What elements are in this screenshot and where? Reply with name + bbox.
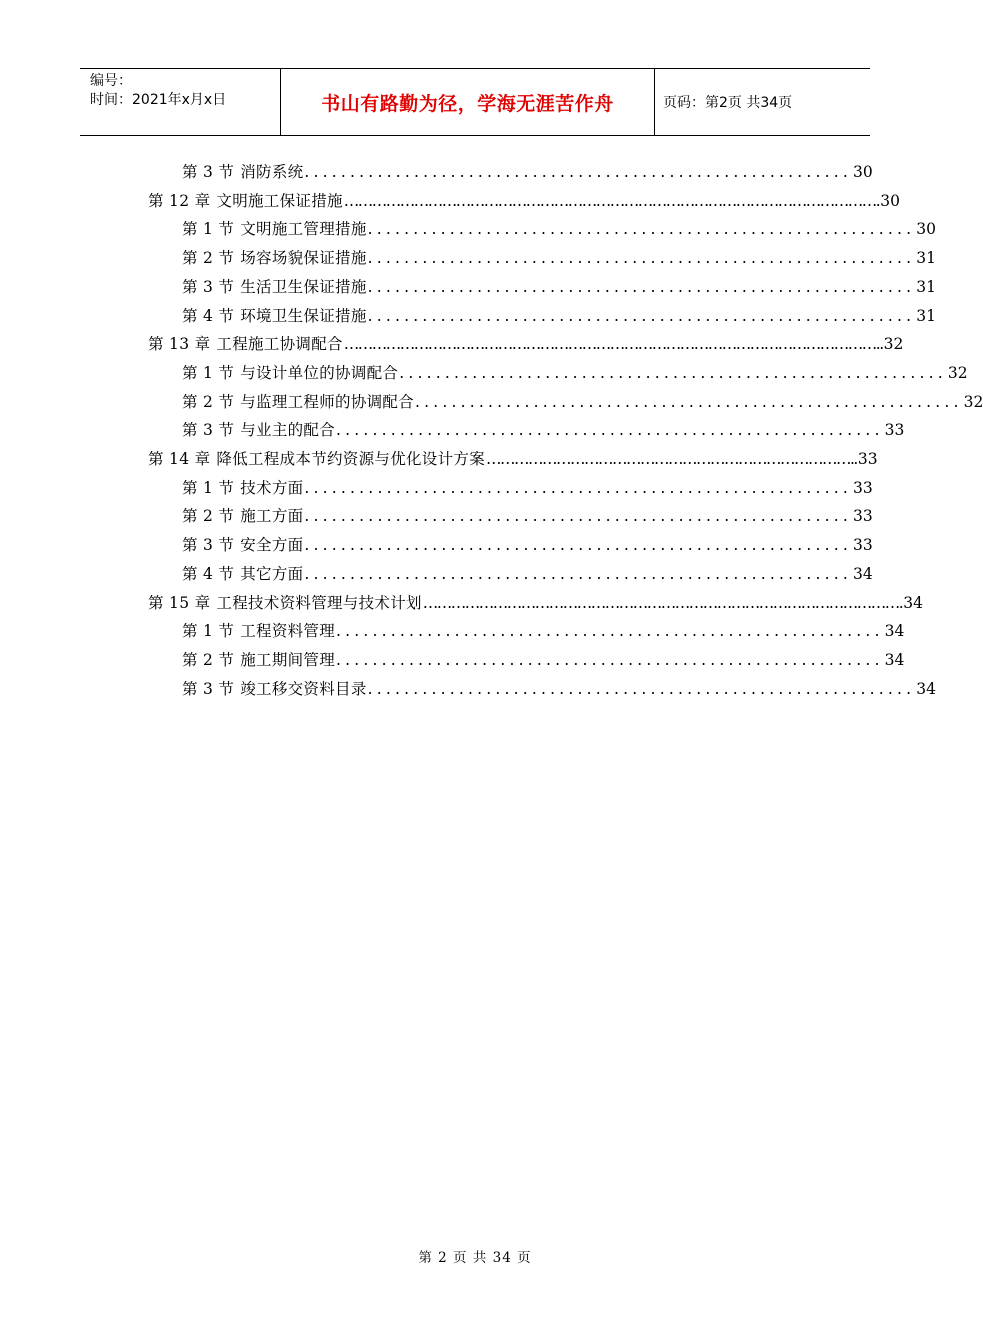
toc-entry-number: 第 2 节 <box>182 650 235 669</box>
toc-entry-label <box>148 448 485 470</box>
toc-entry-label <box>148 190 343 212</box>
toc-entry-title: 安全方面 <box>240 536 304 555</box>
toc-leader-dots: ............................................................ <box>367 306 916 325</box>
toc-page-number: 31 <box>916 249 936 268</box>
toc-section-entry[interactable] <box>182 161 873 183</box>
toc-entry-label <box>182 477 303 499</box>
toc-entry-title: 文明施工管理措施 <box>240 220 367 239</box>
toc-leader-dots: ............................................................ <box>304 536 853 555</box>
toc-entry-number: 第 2 节 <box>182 249 235 268</box>
toc-page-number: 34 <box>884 650 905 669</box>
toc-leader-dots: ............................................................ <box>367 249 916 268</box>
toc-entry-number: 第 14 章 <box>148 450 211 468</box>
header-meta <box>80 69 281 135</box>
toc-entry-label <box>148 592 422 614</box>
toc-entry-label <box>182 419 335 441</box>
toc-entry-title: 施工期间管理 <box>240 650 336 669</box>
toc-page-number: 34 <box>884 622 905 641</box>
toc-entry-number: 第 2 节 <box>182 392 235 411</box>
toc-page-number: 32 <box>963 392 983 411</box>
toc-entry-label <box>182 563 303 585</box>
page-header <box>80 68 870 136</box>
toc-entry-title: 环境卫生保证措施 <box>240 306 367 325</box>
toc-entry-label <box>182 649 335 671</box>
toc-entry-label <box>182 678 367 700</box>
toc-leader-dots: ............................................................ <box>304 163 853 181</box>
toc-leader-dots: ............................................................ <box>336 650 884 669</box>
toc-entry-number: 第 3 节 <box>182 163 235 181</box>
toc-section-entry[interactable] <box>182 505 873 527</box>
toc-page-number: 33 <box>853 507 873 526</box>
toc-section-entry[interactable] <box>182 362 968 384</box>
toc-chapter-entry[interactable] <box>148 592 923 614</box>
toc-entry-title: 工程技术资料管理与技术计划 <box>216 593 422 612</box>
toc-page-number: 32 <box>883 335 904 354</box>
toc-entry-number: 第 3 节 <box>182 679 235 698</box>
toc-entry-number: 第 15 章 <box>148 593 211 612</box>
toc-leader-dots: …………………………………………………………………………………………………….. <box>343 335 883 354</box>
toc-entry-title: 工程施工协调配合 <box>216 335 343 354</box>
toc-page-number: 30 <box>853 163 873 181</box>
toc-entry-title: 工程资料管理 <box>240 622 336 641</box>
toc-page-number: 34 <box>903 593 923 612</box>
toc-entry-number: 第 13 章 <box>148 335 211 354</box>
toc-leader-dots: ............................................................ <box>304 564 853 583</box>
toc-page-number: 34 <box>853 564 873 583</box>
toc-entry-label <box>182 362 398 384</box>
toc-section-entry[interactable] <box>182 247 936 269</box>
toc-section-entry[interactable] <box>182 305 936 327</box>
toc-leader-dots: ............................................................ <box>304 507 853 526</box>
toc-page-number: 34 <box>916 679 936 698</box>
toc-leader-dots: …………………………………………………………………………………………. <box>422 593 903 612</box>
page-footer: 第 2 页 共 34 页 <box>418 1250 532 1266</box>
header-page-info: 页码：第2页 共34页 <box>663 95 793 111</box>
toc-page-number: 30 <box>916 220 936 239</box>
toc-entry-number: 第 3 节 <box>182 277 235 296</box>
toc-leader-dots: ............................................................ <box>399 363 947 382</box>
toc-leader-dots: ............................................................ <box>367 277 916 296</box>
toc-leader-dots: ............................................................ <box>367 679 916 698</box>
toc-entry-number: 第 12 章 <box>148 191 211 210</box>
toc-entry-label <box>182 276 367 298</box>
toc-section-entry[interactable] <box>182 218 936 240</box>
toc-section-entry[interactable] <box>182 419 905 441</box>
toc-entry-number: 第 2 节 <box>182 507 235 526</box>
document-number-label: 编号： <box>90 73 132 89</box>
toc-entry-number: 第 1 节 <box>182 363 235 382</box>
toc-section-entry[interactable] <box>182 620 905 642</box>
toc-entry-title: 文明施工保证措施 <box>216 191 343 210</box>
toc-page-number: 32 <box>947 363 968 382</box>
toc-page-number: 33 <box>884 421 905 440</box>
toc-page-number: 30 <box>880 191 900 210</box>
toc-entry-number: 第 3 节 <box>182 536 235 555</box>
toc-entry-label <box>182 218 367 240</box>
toc-leader-dots: ............................................................ <box>336 622 884 641</box>
toc-chapter-entry[interactable] <box>148 448 878 470</box>
toc-entry-number: 第 1 节 <box>182 622 235 641</box>
toc-entry-label <box>148 333 343 355</box>
toc-leader-dots: ............................................................ <box>304 478 853 497</box>
toc-entry-number: 第 1 节 <box>182 220 235 239</box>
toc-entry-title: 施工方面 <box>240 507 304 526</box>
header-motto: 书山有路勤为径，学海无涯苦作舟 <box>281 69 655 135</box>
document-time-label: 时间：2021年x月x日 <box>90 92 227 108</box>
toc-leader-dots: …………………………………………………………………….. <box>486 450 857 468</box>
toc-page-number: 33 <box>853 478 873 497</box>
toc-leader-dots: ............................................................ <box>415 392 963 411</box>
toc-entry-title: 其它方面 <box>240 564 304 583</box>
toc-entry-title: 技术方面 <box>240 478 304 497</box>
toc-section-entry[interactable] <box>182 276 936 298</box>
toc-entry-title: 与监理工程师的协调配合 <box>240 392 415 411</box>
toc-entry-label <box>182 620 335 642</box>
toc-entry-number: 第 1 节 <box>182 478 235 497</box>
toc-chapter-entry[interactable] <box>148 190 900 212</box>
toc-section-entry[interactable] <box>182 649 905 671</box>
toc-entry-title: 与设计单位的协调配合 <box>240 363 399 382</box>
toc-entry-label <box>182 305 367 327</box>
toc-entry-label <box>182 247 367 269</box>
toc-page-number: 33 <box>857 450 878 468</box>
toc-section-entry[interactable] <box>182 678 936 700</box>
toc-entry-number: 第 4 节 <box>182 564 235 583</box>
toc-entry-label <box>182 391 414 413</box>
toc-entry-title: 生活卫生保证措施 <box>240 277 367 296</box>
toc-page-number: 33 <box>853 536 873 555</box>
toc-section-entry[interactable] <box>182 391 983 413</box>
toc-entry-title: 与业主的配合 <box>240 421 336 440</box>
toc-entry-title: 降低工程成本节约资源与优化设计方案 <box>216 450 485 468</box>
toc-entry-label <box>182 161 303 183</box>
toc-section-entry[interactable] <box>182 534 873 556</box>
toc-leader-dots: ……………………………………………………………………………………………………. <box>343 191 880 210</box>
toc-page-number: 31 <box>916 277 936 296</box>
toc-leader-dots: ............................................................ <box>367 220 916 239</box>
toc-entry-number: 第 4 节 <box>182 306 235 325</box>
toc-entry-title: 竣工移交资料目录 <box>240 679 367 698</box>
toc-chapter-entry[interactable] <box>148 333 904 355</box>
toc-section-entry[interactable] <box>182 477 873 499</box>
toc-leader-dots: ............................................................ <box>336 421 884 440</box>
toc-entry-number: 第 3 节 <box>182 421 235 440</box>
toc-entry-title: 消防系统 <box>240 163 304 181</box>
toc-section-entry[interactable] <box>182 563 873 585</box>
toc-page-number: 31 <box>916 306 936 325</box>
toc-entry-label <box>182 534 303 556</box>
toc-entry-label <box>182 505 303 527</box>
toc-entry-title: 场容场貌保证措施 <box>240 249 367 268</box>
